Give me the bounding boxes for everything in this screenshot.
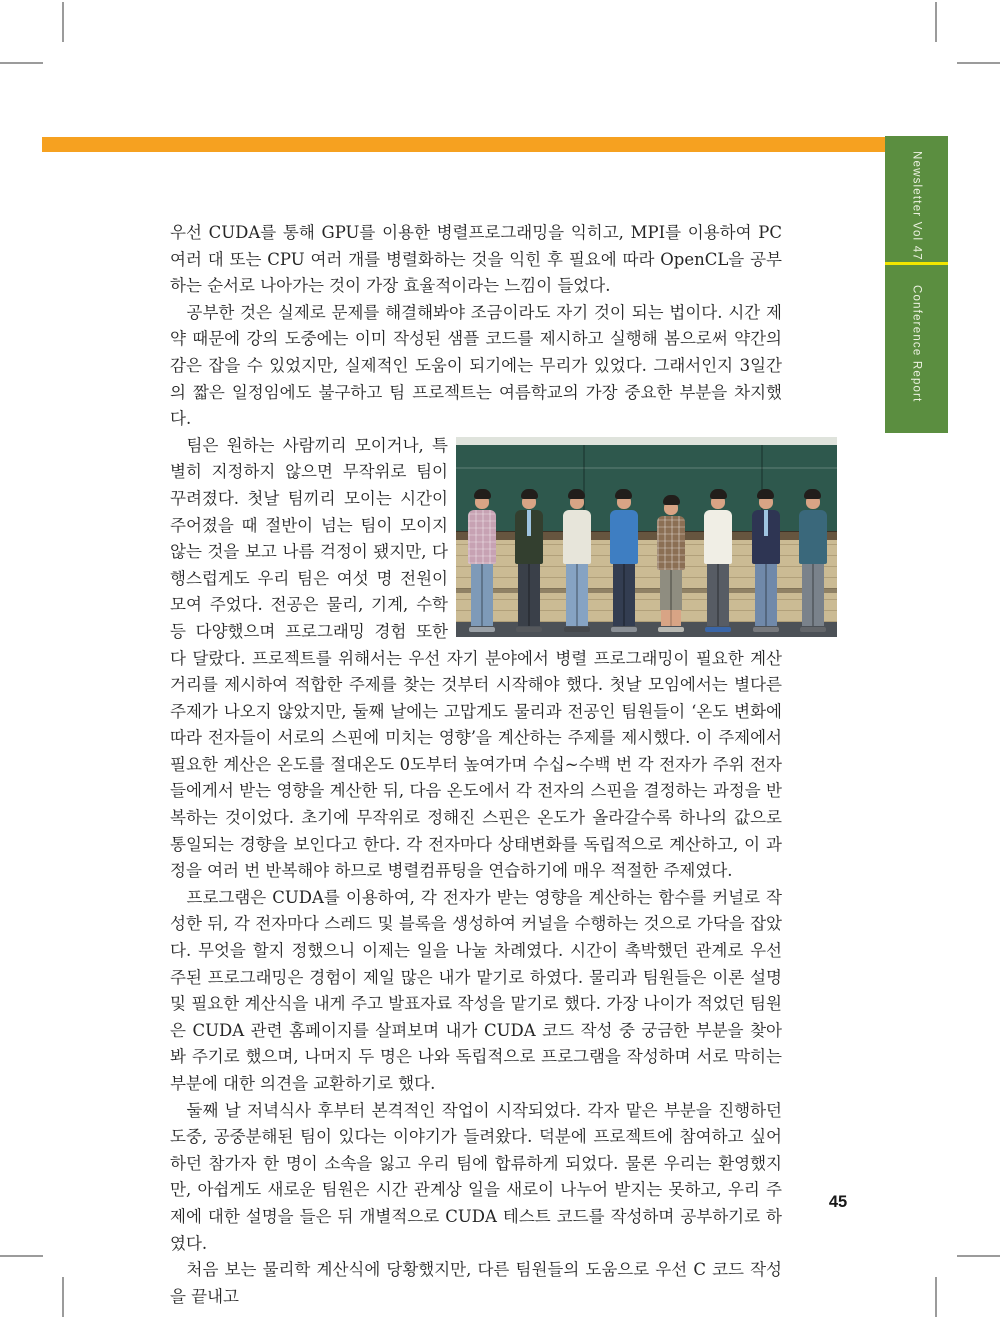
- photo-wall-top: [456, 437, 837, 445]
- person-shirt: [468, 510, 496, 564]
- person-shoes: [469, 627, 495, 632]
- person-shoes: [611, 627, 637, 632]
- person-lanyard: [764, 510, 768, 536]
- paragraph-3: [170, 433, 782, 885]
- person-pants: [518, 564, 540, 626]
- paragraph-6: [170, 1257, 782, 1310]
- paragraph-2: [170, 300, 782, 433]
- team-photo: [456, 437, 837, 637]
- section-label: Conference Report: [910, 285, 923, 403]
- sidebar-newsletter-section: [885, 136, 948, 262]
- crop-mark: [62, 2, 64, 42]
- person-pants: [755, 564, 777, 626]
- crop-mark: [62, 1277, 64, 1317]
- person-figure: [702, 489, 734, 632]
- page-number: 45: [828, 1193, 848, 1211]
- person-shoes: [564, 627, 590, 632]
- photo-people: [466, 489, 829, 632]
- person-shirt: [563, 510, 591, 564]
- person-pants: [802, 564, 824, 626]
- paragraph-1: [170, 220, 782, 300]
- crop-mark: [935, 1277, 937, 1317]
- person-shirt: [515, 510, 543, 564]
- paragraph-4: [170, 885, 782, 1098]
- person-pants: [613, 564, 635, 626]
- paragraph-text: 공부한 것은 실제로 문제를 해결해봐야 조금이라도 자기 것이 되는 법이다. 시간 제약 때문에 강의 도중에는 이미 작성된 샘플 코드를 제시하고 실행해 봄으로써 약간의 감은 잡을 수 있었지만, 실제적인 도움이 되기에는 무리가 있었다. 그래서인지 3일간의 짧은 일정임에도 불구하고 팀 프로젝트는 여름학교의 가장 중요한 부분을 차지했다.: [170, 302, 782, 429]
- chalkboard-seam: [456, 467, 837, 469]
- person-hair: [757, 489, 774, 499]
- newsletter-label: Newsletter Vol 47: [910, 151, 923, 261]
- crop-mark: [0, 1255, 43, 1257]
- person-lanyard: [527, 510, 531, 536]
- person-figure: [513, 489, 545, 632]
- person-shoes: [705, 627, 731, 632]
- person-pants: [707, 564, 729, 626]
- person-pants: [471, 564, 493, 626]
- paragraph-text: 프로그램은 CUDA를 이용하여, 각 전자가 받는 영향을 계산하는 함수를 커널로 작성한 뒤, 각 전자마다 스레드 및 블록을 생성하여 커널을 수행하는 것으로 가닥을 잡았다. 무엇을 할지 정했으니 이제는 일을 나눌 차례였다. 시간이 촉박했던 관계로 우선 주된 프로그래밍은 경험이 제일 많은 내가 맡기로 하였다. 물리과 팀원들은 이론 설명 및 필요한 계산식을 내게 주고 발표자료 작성을 맡기로 했다. 가장 나이가 적었던 팀원은 CUDA 관련 홈페이지를 살펴보며 내가 CUDA 코드 작성 중 궁금한 부분을 찾아봐 주기로 했으며, 나머지 두 명은 나와 독립적으로 프로그램을 작성하며 서로 막히는 부분에 대한 의견을 교환하기로 했다.: [170, 887, 782, 1093]
- person-figure: [561, 489, 593, 632]
- person-figure: [466, 489, 498, 632]
- person-pants: [660, 570, 682, 610]
- crop-mark: [957, 1255, 1000, 1257]
- sidebar-report-section: [885, 265, 948, 433]
- person-hair: [474, 489, 491, 499]
- person-shirt: [752, 510, 780, 564]
- crop-mark: [957, 62, 1000, 64]
- sidebar-tab: [885, 136, 948, 433]
- person-hair: [804, 489, 821, 499]
- person-figure: [608, 489, 640, 632]
- person-hair: [521, 489, 538, 499]
- person-figure: [655, 495, 687, 632]
- person-pants: [566, 564, 588, 626]
- person-shoes: [753, 627, 779, 632]
- paragraph-text: 둘째 날 저녁식사 후부터 본격적인 작업이 시작되었다. 각자 맡은 부분을 진행하던 도중, 공중분해된 팀이 있다는 이야기가 들려왔다. 덕분에 프로젝트에 참여하고 싶어 하던 참가자 한 명이 소속을 잃고 우리 팀에 합류하게 되었다. 물론 우리는 환영했지만, 아쉽게도 새로운 팀원은 시간 관계상 일을 새로이 나누어 받지는 못하고, 우리 주제에 대한 설명을 들은 뒤 개별적으로 CUDA 테스트 코드를 작성하며 공부하기로 하였다.: [170, 1100, 782, 1253]
- paragraph-text: 처음 보는 물리학 계산식에 당황했지만, 다른 팀원들의 도움으로 우선 C 코드 작성을 끝내고: [170, 1260, 782, 1306]
- person-hair: [710, 489, 727, 499]
- person-figure: [750, 489, 782, 632]
- person-shoes: [658, 627, 684, 632]
- paragraph-5: [170, 1098, 782, 1258]
- person-hair: [663, 495, 680, 505]
- person-shirt: [799, 510, 827, 564]
- person-hair: [568, 489, 585, 499]
- paragraph-text: 우선 CUDA를 통해 GPU를 이용한 병렬프로그래밍을 익히고, MPI를 이용하여 PC 여러 대 또는 CPU 여러 개를 병렬화하는 것을 익힌 후 필요에 따라 OpenCL을 공부하는 순서로 나아가는 것이 가장 효율적이라는 느낌이 들었다.: [170, 223, 782, 296]
- person-figure: [797, 489, 829, 632]
- person-shirt: [610, 510, 638, 564]
- paragraph-text: 팀은 원하는 사람끼리 모이거나, 특별히 지정하지 않으면 무작위로 팀이 꾸려졌다. 첫날 팀끼리 모이는 시간이 주어졌을 때 절반이 넘는 팀이 모이지 않는 것을 보고 나름 걱정이 됐지만, 다행스럽게도 우리 팀은 여섯 명 전원이 모여 주었다. 전공은 물리, 기계, 수학 등 다양했으며 프로그래밍 경험 또한 다 달랐다. 프로젝트를 위해서는 우선 자기 분야에서 병렬 프로그래밍이 필요한 계산거리를 제시하여 적합한 주제를 찾는 것부터 시작해야 했다. 첫날 모임에서는 별다른 주제가 나오지 않았지만, 둘째 날에는 고맙게도 물리과 전공인 팀원들이 ‘온도 변화에 따라 전자들이 서로의 스핀에 미치는 영향’을 계산하는 주제를 제시했다. 이 주제에서 필요한 계산은 온도를 절대온도 0도부터 높여가며 수십~수백 번 각 전자가 주위 전자들에게서 받는 영향을 계산한 뒤, 다음 온도에서 각 전자의 스핀을 결정하는 과정을 반복하는 것이었다. 초기에 무작위로 정해진 스핀은 온도가 올라갈수록 하나의 값으로 통일되는 경향을 보인다고 한다. 각 전자마다 상태변화를 독립적으로 계산하고, 이 과정을 여러 번 반복해야 하므로 병렬컴퓨팅을 연습하기에 매우 적절한 주제였다.: [170, 435, 782, 881]
- photo-wrap-spacer: [448, 433, 782, 645]
- person-shirt: [657, 516, 685, 570]
- header-rule: [42, 137, 885, 152]
- article-body: [170, 220, 782, 1310]
- person-hair: [615, 489, 632, 499]
- person-shirt: [704, 510, 732, 564]
- person-shoes: [800, 627, 826, 632]
- crop-mark: [0, 62, 43, 64]
- person-shoes: [516, 627, 542, 632]
- crop-mark: [935, 2, 937, 42]
- person-shins: [661, 610, 681, 626]
